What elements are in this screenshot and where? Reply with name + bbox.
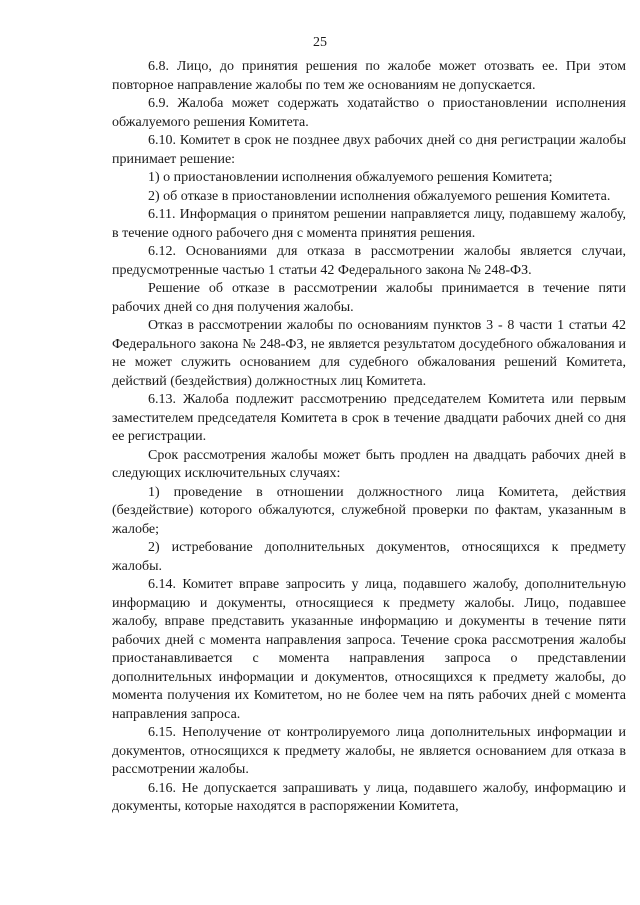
- paragraph-6-10: 6.10. Комитет в срок не позднее двух рабочих дней со дня регистрации жалобы принимает решение:: [112, 133, 626, 167]
- list-item-6-10-1: 1) о приостановлении исполнения обжалуемого решения Комитета;: [148, 170, 553, 185]
- paragraph-6-9: 6.9. Жалоба может содержать ходатайство о приостановлении исполнения обжалуемого решения Комитета.: [112, 96, 626, 130]
- paragraph-6-14: 6.14. Комитет вправе запросить у лица, подавшего жалобу, дополнительную информацию и документы, относящиеся к предмету жалобы. Лицо, подавшее жалобу, вправе представить указанные информацию и документы в течение пяти рабочих дней с момента направления запроса. Течение срока рассмотрения жалобы приостанавливается с момента направления запроса о представлении дополнительных информации и документов, относящихся к предмету жалобы, до момента получения их Комитетом, но не более чем на пять рабочих дней с момента направления запроса.: [112, 577, 626, 722]
- paragraph-6-8: 6.8. Лицо, до принятия решения по жалобе может отозвать ее. При этом повторное направление жалобы по тем же основаниям не допускается.: [112, 59, 626, 93]
- document-body: [112, 58, 626, 817]
- paragraph-6-13-extension: Срок рассмотрения жалобы может быть продлен на двадцать рабочих дней в следующих исключительных случаях:: [112, 447, 626, 481]
- paragraph-6-12: 6.12. Основаниями для отказа в рассмотрении жалобы является случаи, предусмотренные частью 1 статьи 42 Федерального закона № 248-ФЗ.: [112, 244, 626, 278]
- paragraph-6-12-refusal-grounds: Отказ в рассмотрении жалобы по основаниям пунктов 3 - 8 части 1 статьи 42 Федерального закона № 248-ФЗ, не является результатом досудебного обжалования и не может служить основанием для судебного обжалования решений Комитета, действий (бездействия) должностных лиц Комитета.: [112, 318, 626, 389]
- list-item-6-13-2: 2) истребование дополнительных документов, относящихся к предмету жалобы.: [112, 540, 626, 574]
- paragraph-6-15: 6.15. Неполучение от контролируемого лица дополнительных информации и документов, относящихся к предмету жалобы, не является основанием для отказа в рассмотрении жалобы.: [112, 725, 626, 777]
- paragraph-6-16: 6.16. Не допускается запрашивать у лица, подавшего жалобу, информацию и документы, которые находятся в распоряжении Комитета,: [112, 780, 626, 814]
- paragraph-6-11: 6.11. Информация о принятом решении направляется лицу, подавшему жалобу, в течение одного рабочего дня с момента принятия решения.: [112, 207, 626, 241]
- page-number: 25: [313, 35, 327, 50]
- list-item-6-13-1: 1) проведение в отношении должностного лица Комитета, действия (бездействие) которого обжалуются, служебной проверки по фактам, указанным в жалобе;: [112, 484, 626, 537]
- paragraph-6-12-refusal-term: Решение об отказе в рассмотрении жалобы принимается в течение пяти рабочих дней со дня получения жалобы.: [112, 281, 626, 315]
- paragraph-6-13: 6.13. Жалоба подлежит рассмотрению председателем Комитета или первым заместителем председателя Комитета в срок в течение двадцати рабочих дней со дня ее регистрации.: [112, 392, 626, 444]
- list-item-6-10-2: 2) об отказе в приостановлении исполнения обжалуемого решения Комитета.: [148, 188, 611, 204]
